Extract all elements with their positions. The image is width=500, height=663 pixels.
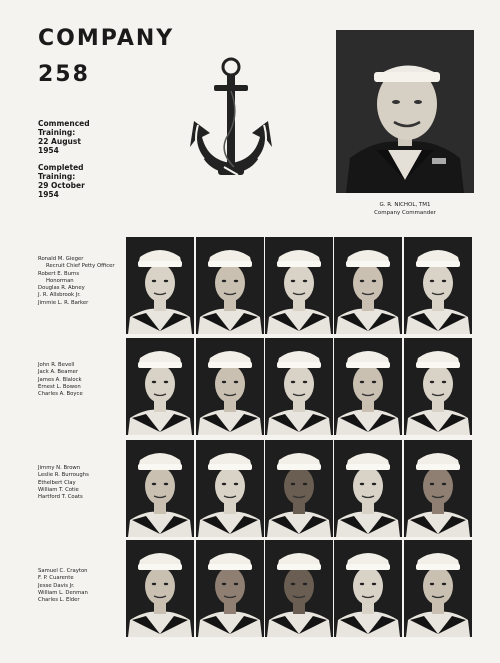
commander-role: Company Commander <box>374 210 436 216</box>
recruit-name: Charles A. Boyce <box>38 391 83 398</box>
name-title: Recruit Chief Petty Officer <box>46 263 115 270</box>
recruit-name: Douglas R. Abney <box>38 285 85 292</box>
recruit-name: Robert E. Burns <box>38 270 80 277</box>
name-list-row-3 <box>38 465 126 501</box>
commander-name: G. R. NICHOL, TM1 <box>379 202 431 208</box>
recruit-photo <box>334 237 402 334</box>
recruit-photo <box>404 440 472 537</box>
recruit-photo <box>265 237 333 334</box>
recruit-name: Jimmie L. R. Barker <box>38 299 89 306</box>
recruit-photo <box>334 338 402 435</box>
recruit-photo <box>404 338 472 435</box>
completed-label: Completed <box>38 163 84 172</box>
commenced-label-2: Training: <box>38 128 76 137</box>
completed-year: 1954 <box>38 190 59 199</box>
recruit-name: William T. Cotie <box>38 486 79 493</box>
recruit-name: Jimmy N. Brown <box>38 465 81 471</box>
recruit-name: F. P. Cuarente <box>38 575 74 582</box>
completed-date: 29 October <box>38 181 85 190</box>
recruit-name: Ernest L. Bowen <box>38 383 81 390</box>
recruit-photo <box>265 540 333 637</box>
recruit-photo <box>196 237 264 334</box>
recruit-name: James A. Blalock <box>38 376 82 383</box>
recruit-name: John R. Bevell <box>38 362 75 368</box>
commenced-label: Commenced <box>38 119 90 128</box>
recruit-name: J. R. Allsbrook Jr. <box>38 292 81 299</box>
page-title-line2: 258 <box>38 62 90 87</box>
recruit-photo <box>265 440 333 537</box>
recruit-photo <box>126 237 194 334</box>
recruit-photo <box>126 440 194 537</box>
recruit-name: Ethelbert Clay <box>38 479 76 486</box>
recruit-name: Leslie R. Burroughs <box>38 472 89 479</box>
recruit-name: William L. Denman <box>38 589 88 596</box>
recruit-name: Samuel C. Crayton <box>38 568 88 574</box>
commenced-year: 1954 <box>38 146 59 155</box>
recruit-name: Jack A. Beamer <box>38 369 79 376</box>
completed-label-2: Training: <box>38 172 76 181</box>
recruit-name: Charles L. Elder <box>38 597 80 604</box>
recruit-name: Hartford T. Coats <box>38 494 83 501</box>
recruit-photo <box>404 237 472 334</box>
commenced-date: 22 August <box>38 137 81 146</box>
recruit-photo <box>334 540 402 637</box>
recruit-photo <box>404 540 472 637</box>
recruit-photo <box>126 338 194 435</box>
commander-caption <box>336 201 474 217</box>
anchor-emblem <box>188 55 274 195</box>
recruit-photo <box>196 540 264 637</box>
name-list-row-2 <box>38 362 126 398</box>
recruit-photo <box>126 540 194 637</box>
name-list-row-4 <box>38 568 126 604</box>
name-list-row-1 <box>38 256 126 307</box>
recruit-name: Jesse Davis Jr. <box>38 582 75 589</box>
recruit-photo <box>196 440 264 537</box>
recruit-photo <box>334 440 402 537</box>
recruit-photo <box>196 338 264 435</box>
recruit-photo <box>265 338 333 435</box>
training-dates <box>38 119 118 199</box>
page-title-line1: COMPANY <box>38 26 175 51</box>
name-title: Honorman <box>46 277 74 284</box>
recruit-name: Ronald M. Gieger <box>38 256 84 262</box>
commander-photo <box>336 30 474 193</box>
